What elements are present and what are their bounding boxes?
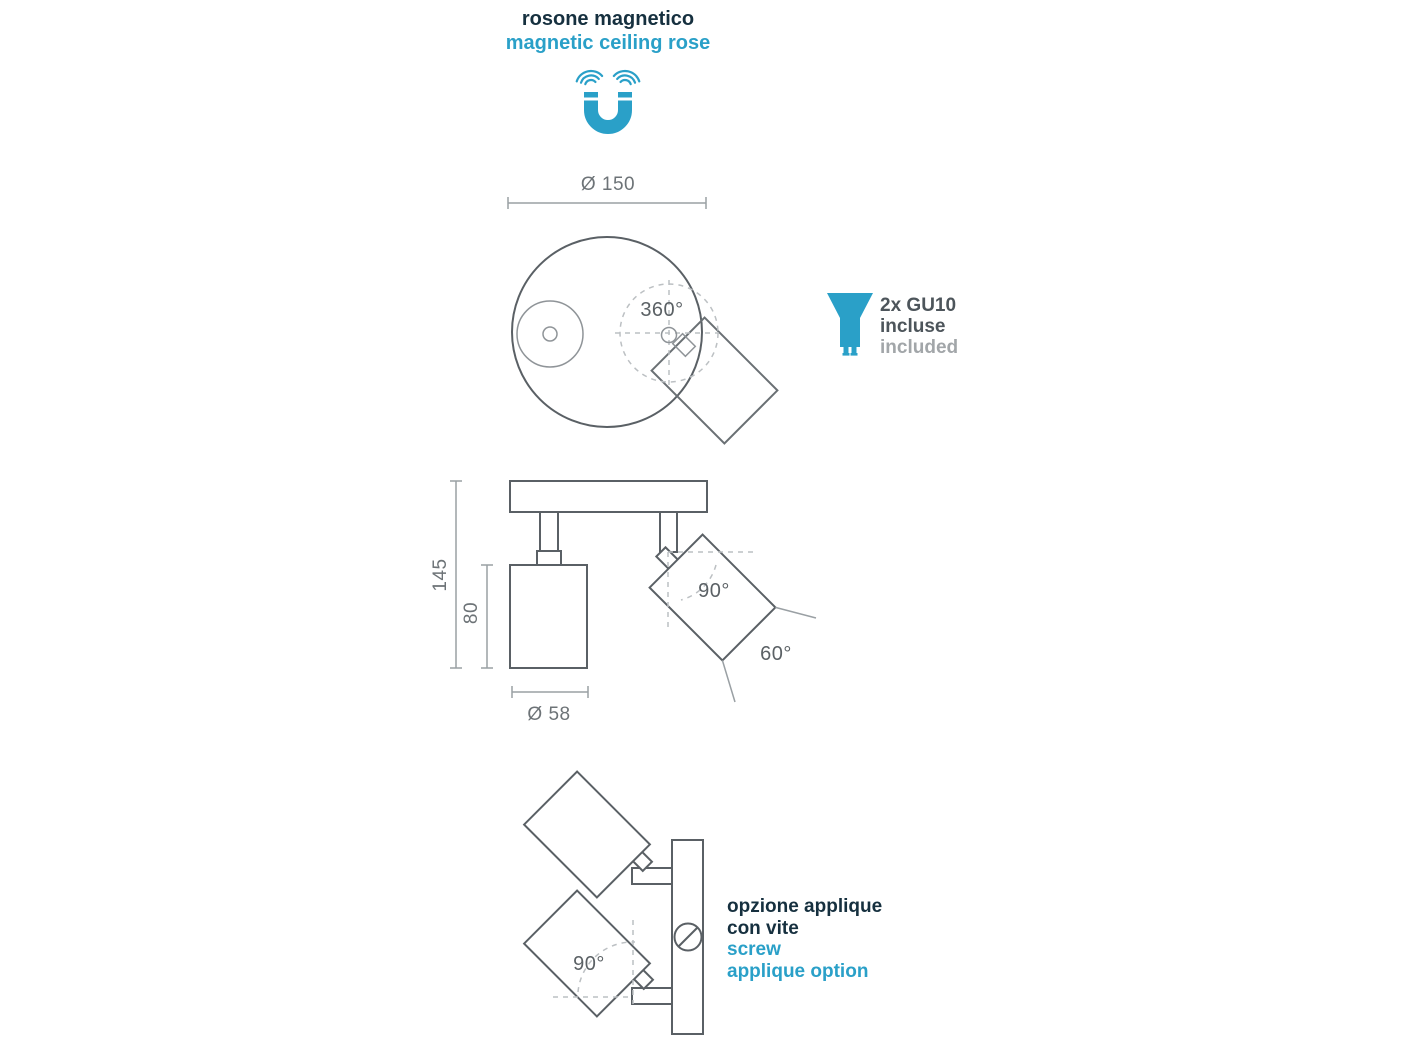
diameter-58-dimension-line bbox=[512, 686, 588, 698]
side-tilt-label: 90° bbox=[698, 580, 730, 602]
applique-caption bbox=[727, 896, 882, 982]
caption-en-line1: screw bbox=[727, 939, 781, 960]
rotation-360-guides bbox=[615, 280, 719, 388]
wall-view-drawing bbox=[524, 772, 703, 1034]
top-view-diameter-label: Ø 150 bbox=[580, 174, 636, 195]
bulb-qty-type: 2x GU10 bbox=[880, 295, 957, 316]
body-height-label: 80 bbox=[461, 601, 482, 625]
side-view-drawing bbox=[450, 481, 816, 702]
beam-angle-label: 60° bbox=[760, 643, 792, 665]
diameter-150-dimension-line bbox=[508, 197, 706, 209]
bulb-included-it: incluse bbox=[880, 316, 946, 337]
screw-head-icon bbox=[675, 924, 702, 951]
caption-it-line1: opzione applique bbox=[727, 896, 883, 917]
magnet-icon bbox=[575, 69, 641, 127]
rotation-360-label: 360° bbox=[640, 299, 684, 321]
caption-it-line2: con vite bbox=[727, 917, 799, 939]
title-english: magnetic ceiling rose bbox=[505, 32, 711, 54]
body-diameter-label: Ø 58 bbox=[527, 704, 571, 725]
bulb-included-en: included bbox=[880, 337, 959, 358]
gu10-bulb-icon bbox=[827, 293, 873, 356]
title-italian: rosone magnetico bbox=[521, 8, 695, 30]
total-height-label: 145 bbox=[430, 558, 451, 592]
bulb-spec-text bbox=[880, 295, 958, 358]
wall-tilt-label: 90° bbox=[573, 953, 605, 975]
caption-en-line2: applique option bbox=[727, 960, 869, 982]
